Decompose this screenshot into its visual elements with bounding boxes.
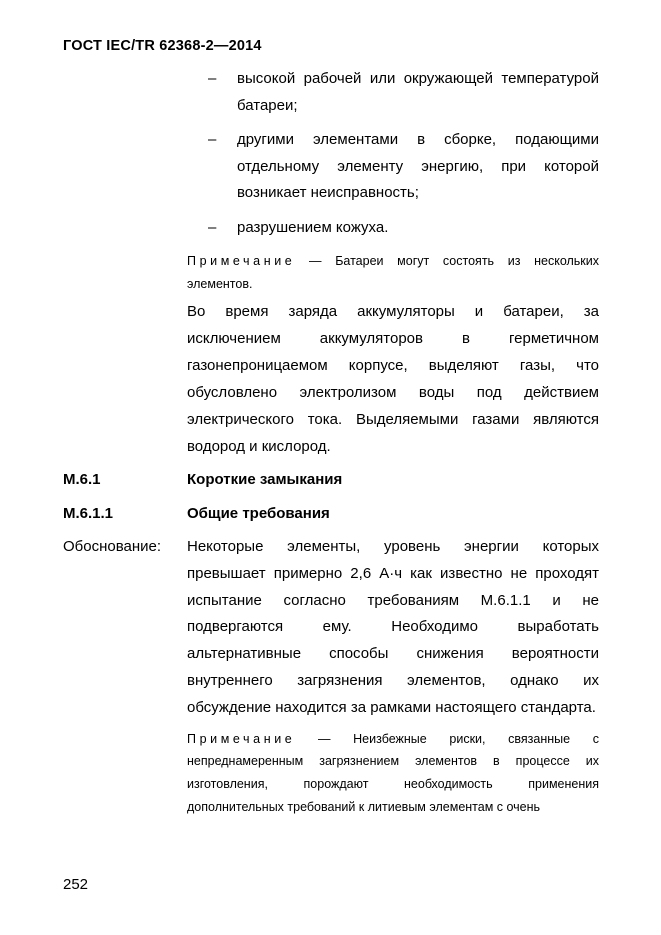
- document-header: ГОСТ IEC/TR 62368-2—2014: [63, 38, 262, 54]
- section-title: Короткие замыкания: [187, 471, 343, 488]
- list-dash: –: [208, 70, 217, 87]
- list-dash: –: [208, 218, 217, 236]
- list-item: [208, 66, 599, 119]
- page-content: [63, 66, 599, 819]
- note-battery: [187, 250, 599, 295]
- page-number: 252: [63, 876, 89, 893]
- justification-text: Некоторые элементы, уровень энергии которых превышает примерно 2,6 А·ч как известно не проходят испытание согласно требованиям М.6.1.1 и не подвергаются ему. Необходимо выработать альтернативные способы снижения вероятности внутреннего загрязнения элементов, однако их обсуждение находится за рамками настоящего стандарта.: [187, 538, 599, 716]
- note-label: Примечание: [187, 731, 296, 746]
- list-item-text: высокой рабочей или окружающей температурой батареи;: [237, 70, 599, 114]
- paragraph-gas-emission: Во время заряда аккумуляторы и батареи, за исключением аккумуляторов в герметичном газонепроницаемом корпусе, выделяют газы, что обусловлено электролизом воды под действием электрического тока. Выделяемыми газами являются водород и кислород.: [187, 303, 599, 455]
- note-text: — Неизбежные риски, связанные с непреднамеренным загрязнением элементов в процессе их изготовления, порождают необходимость применения дополнительных требований к литиевым элементам с очень: [187, 731, 599, 814]
- note-label: Примечание: [187, 254, 296, 268]
- list-item-text: другими элементами в сборке, подающими отдельному элементу энергию, при которой возникает неисправность;: [237, 131, 599, 201]
- list-dash: –: [208, 131, 217, 148]
- list-item-text: разрушением кожуха.: [237, 218, 389, 236]
- justification-block: [63, 534, 599, 722]
- section-number: М.6.1: [63, 471, 101, 488]
- subsection-title: Общие требования: [187, 505, 330, 522]
- note-text: — Батареи могут состоять из нескольких элементов.: [187, 254, 599, 291]
- list-item: [208, 215, 599, 242]
- justification-label: Обоснование:: [63, 538, 162, 555]
- section-heading: [63, 467, 599, 493]
- subsection-number: М.6.1.1: [63, 505, 114, 522]
- note-contamination: [187, 728, 599, 819]
- list-item: [208, 127, 599, 207]
- subsection-heading: [63, 501, 599, 527]
